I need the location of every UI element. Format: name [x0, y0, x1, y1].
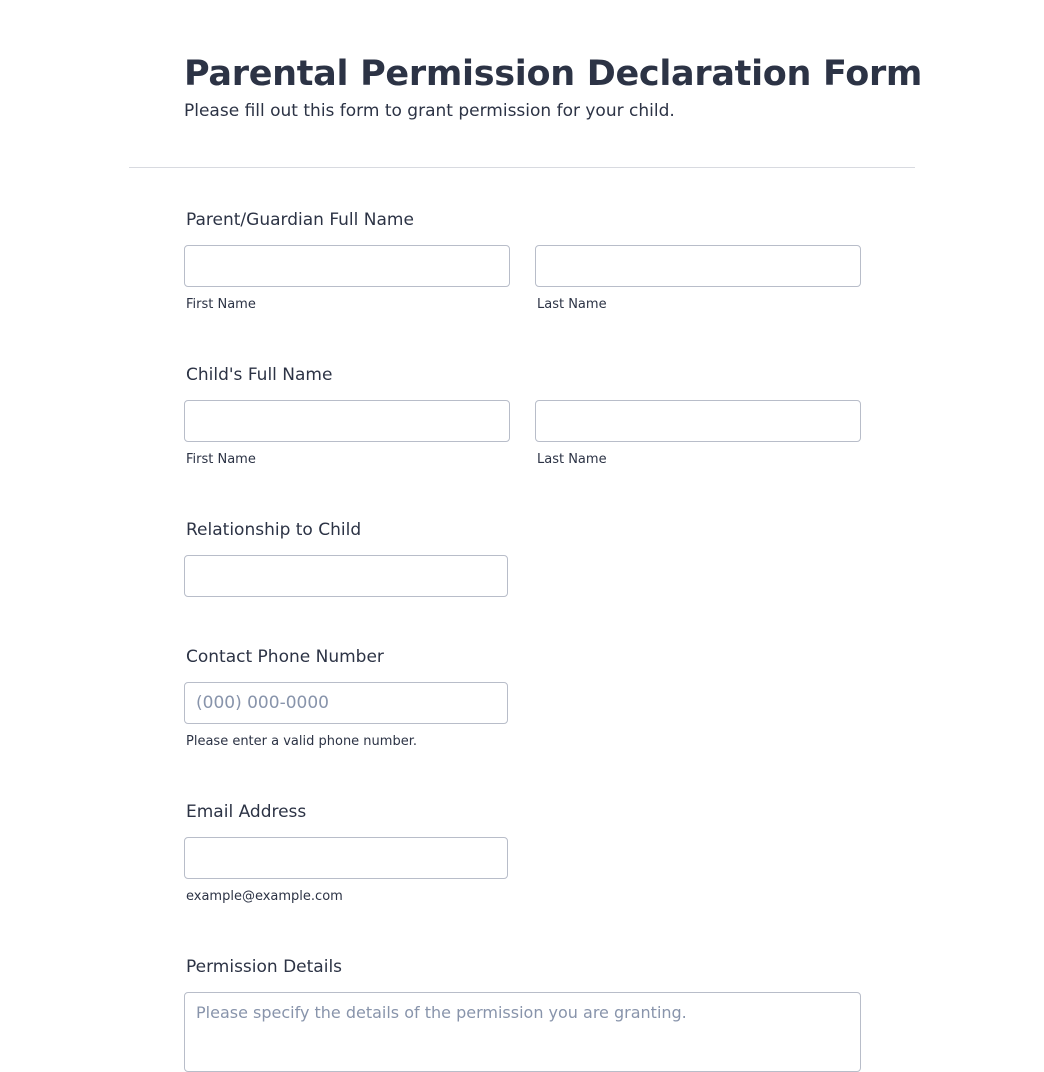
child-first-name-sublabel: First Name	[186, 452, 256, 467]
parent-name-label: Parent/Guardian Full Name	[186, 210, 414, 230]
phone-label: Contact Phone Number	[186, 647, 384, 667]
form-header	[184, 50, 923, 123]
child-first-name-input[interactable]	[184, 400, 510, 442]
form-title: Parental Permission Declaration Form	[184, 54, 923, 94]
email-sublabel: example@example.com	[186, 889, 343, 904]
relationship-label: Relationship to Child	[186, 520, 362, 540]
child-last-name-input[interactable]	[535, 400, 861, 442]
relationship-input[interactable]	[184, 555, 508, 597]
child-name-field	[184, 363, 607, 467]
phone-input[interactable]	[184, 682, 508, 724]
parent-last-name-sublabel: Last Name	[537, 297, 607, 312]
permission-details-label: Permission Details	[186, 957, 343, 977]
permission-details-field	[184, 955, 342, 1034]
form-subtitle: Please fill out this form to grant permission for your child.	[184, 101, 675, 121]
phone-field	[184, 645, 417, 749]
permission-details-textarea[interactable]	[184, 992, 861, 1072]
parent-name-field	[184, 208, 607, 312]
parent-first-name-input[interactable]	[184, 245, 510, 287]
header-divider	[129, 167, 915, 168]
child-name-label: Child's Full Name	[186, 365, 333, 385]
child-last-name-sublabel: Last Name	[537, 452, 607, 467]
phone-sublabel: Please enter a valid phone number.	[186, 734, 417, 749]
email-field	[184, 800, 343, 904]
parent-last-name-input[interactable]	[535, 245, 861, 287]
email-input[interactable]	[184, 837, 508, 879]
email-label: Email Address	[186, 802, 307, 822]
parent-first-name-sublabel: First Name	[186, 297, 256, 312]
relationship-field	[184, 518, 361, 597]
